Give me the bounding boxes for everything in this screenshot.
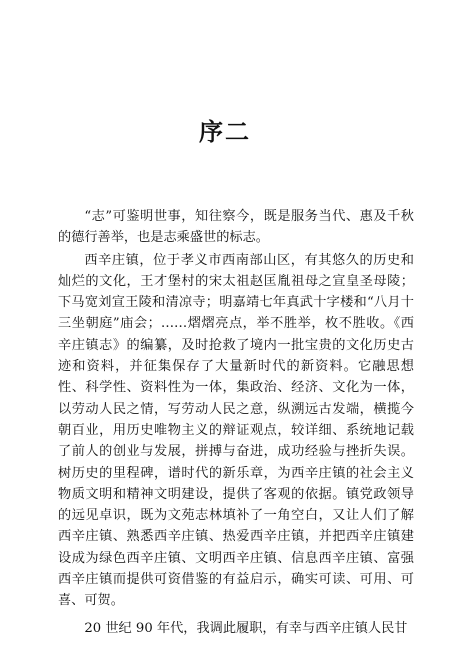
- preface-body: [58, 206, 414, 612]
- paragraph-3-partial: 20 世纪 90 年代，我调此履职，有幸与西辛庄镇人民甘: [84, 621, 408, 636]
- paragraph-2: 西辛庄镇，位于孝义市西南部山区，有其悠久的历史和灿烂的文化，王才堡村的宋太祖赵匡胤祖母之宣皇圣母陵；下马宽刘宣王陵和清凉寺；明嘉靖七年真武十字楼和“八月十三坐朝庭”庙会；……熠熠亮点，举不胜举，枚不胜收。《西辛庄镇志》的编纂，及时抢救了境内一批宝贵的文化历史古迹和资料，并征集保存了大量新时代的新资料。它融思想性、科学性、资料性为一体，集政治、经济、文化为一体，以劳动人民之情，写劳动人民之意，纵溯远古发端，横揽今朝百业，用历史唯物主义的辩证观点，较详细、系统地记载了前人的创业与发展，拼搏与奋进，成功经验与挫折失误。树历史的里程碑，谱时代的新乐章，为西辛庄镇的社会主义物质文明和精神文明建设，提供了客观的依据。镇党政领导的远见卓识，既为文苑志林填补了一角空白，又让人们了解西辛庄镇、熟悉西辛庄镇、热爱西辛庄镇，并把西辛庄镇建设成为绿色西辛庄镇、文明西辛庄镇、信息西辛庄镇、富强西辛庄镇而提供可资借鉴的有益启示，确实可读、可用、可喜、可贺。: [58, 252, 414, 609]
- preface-title: 序二: [199, 118, 251, 146]
- paragraph-1: “志”可鉴明世事，知往察今，既是服务当代、惠及千秋的德行善举，也是志乘盛世的标志。: [58, 209, 414, 246]
